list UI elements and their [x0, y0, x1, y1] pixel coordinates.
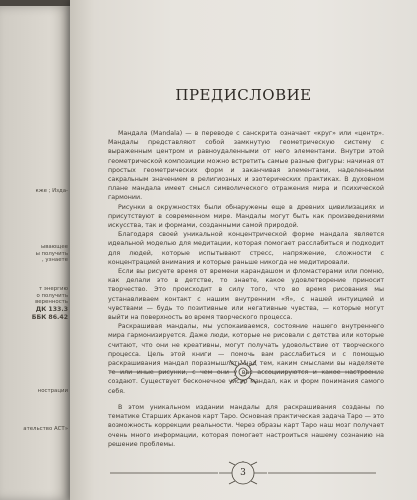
paragraph: Мандала (Mandala) — в переводе с санскрита означает «круг» или «центр». Мандалы представляют собой замкнутую геометрическую систему с выраженным центром и равноудаленными от него элементами. Внутри этой геометрической композиции можно встретить самые разные фигуры: начиная от простых геометрических форм и заканчивая элементами, наделенными сакральным значением в религиозных и эзотерических практиках. В духовном плане мандала имеет смысл символического отражения мира и психической гармонии.: [108, 130, 384, 202]
preface-body: [108, 129, 384, 396]
paragraph: Раскрашивая мандалы, мы успокаиваемся, состояние нашего внутреннего мира гармонизируется. Даже люди, которые не рисовали с детства или которые считают, что они не креативны, могут получать удовольствие от творческого процесса. Цель этой книги — помочь вам расслабиться и с помощью раскрашивания мандал поразмышлять над тем, каким смыслами вы наделяете те или иные рисунки, с чем они у вас ассоциируются и какое настроение создают. Существует бесконечное число мандал, как и форм понимания самого себя.: [108, 323, 384, 395]
paragraph: Благодаря своей уникальной концентрической форме мандала является идеальной моделью для медитации, которая помогает расслабиться и подходит для людей, которые испытывают стресс, напряжение, сложности с концентрацией внимания и которые раньше никогда не медитировали.: [108, 231, 384, 266]
page-number: 3: [234, 464, 252, 482]
left-page-fragment: кже ; Изда-: [35, 188, 68, 194]
left-page-fragment: нострации: [37, 388, 68, 394]
paragraph: Рисунки в окружностях были обнаружены еще в древних цивилизациях и присутствуют в современном мире. Мандалы могут быть как произведениями искусства, так и формами, созданными самой природой.: [108, 203, 384, 230]
page-title: ПРЕДИСЛОВИЕ: [175, 86, 312, 104]
left-page-publisher: ательство АСТ»: [23, 426, 68, 432]
ornament-divider-icon: [110, 360, 376, 384]
left-page-fragment: т энергию о получить веренность: [35, 286, 68, 306]
paragraph: Если вы рисуете время от времени карандашом и фломастерами или помню, как делали это в детстве, то знаете, какое удовлетворение приносит творчество. Это происходит в силу того, что во время рисования мы устанавливаем контакт с нашим внутренним «Я», с нашей интуицией и чувствами — будь то позитивные или негативные чувства, — которые могут выйти на поверхность во время творческого процесса.: [108, 268, 384, 322]
left-page-fragment: ывающее ы получить , узнаете: [35, 244, 68, 264]
left-page-catalog-codes: ДК 133.3 ББК 86.42: [31, 306, 68, 321]
paragraph: В этом уникальном издании мандалы для раскрашивания созданы по тематике Старших Арканов карт Таро. Основная практическая задача Таро — это возможность коррекции реальности. Через образы карт Таро наш мозг получает очень много информации, которая помогает настроиться нашему сознанию на решение проблемы.: [108, 404, 384, 448]
left-page-edge: [0, 6, 70, 500]
book-page: [70, 0, 417, 500]
tarot-paragraph: [108, 403, 384, 449]
page-footer: [70, 445, 417, 500]
